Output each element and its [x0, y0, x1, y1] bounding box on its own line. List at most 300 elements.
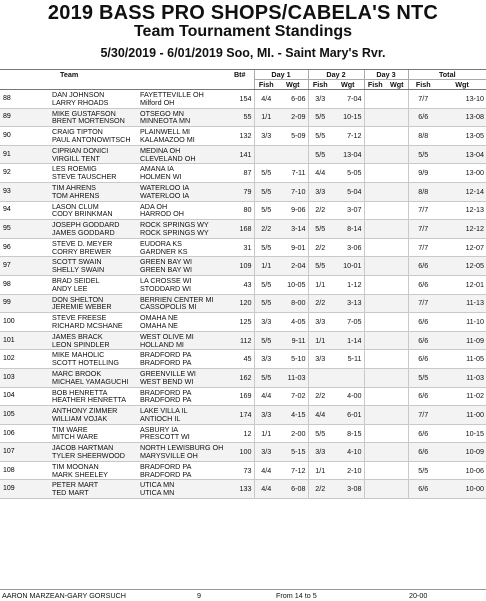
day2-fish-cell: 3/3 — [308, 90, 332, 109]
footer-range: From 14 to 5 — [276, 591, 317, 600]
table-row — [0, 182, 486, 201]
hometown: FAYETTEVILLE OH — [140, 90, 204, 99]
day1-weight-cell: 2-09 — [278, 108, 308, 127]
boat-number-cell: 168 — [226, 220, 254, 239]
day1-fish-cell — [254, 145, 278, 164]
total-weight-cell: 10-00 — [438, 480, 486, 499]
boat-column-header: Bt# — [226, 70, 254, 80]
hometown-cell — [138, 257, 226, 276]
day2-fish-cell — [308, 368, 332, 387]
footer-row — [0, 589, 486, 601]
angler-name: ANDY LEE — [52, 283, 88, 293]
day2-weight-cell: 2-10 — [332, 461, 364, 480]
place-cell: 103 — [0, 368, 50, 387]
anglers-cell — [50, 275, 138, 294]
place-cell: 99 — [0, 294, 50, 313]
angler-name: LES ROEMIG — [52, 164, 97, 174]
total-fish-cell: 6/6 — [408, 108, 438, 127]
total-fish-cell: 5/5 — [408, 461, 438, 480]
day3-fish-cell — [364, 313, 386, 332]
hometown-cell — [138, 406, 226, 425]
hometown: GREEN BAY WI — [140, 257, 193, 267]
boat-number-cell: 162 — [226, 368, 254, 387]
day2-weight-cell: 13-04 — [332, 145, 364, 164]
table-row — [0, 331, 486, 350]
total-fish-cell: 8/8 — [408, 127, 438, 146]
day3-fish-cell — [364, 294, 386, 313]
hometown: GARDNER KS — [140, 246, 188, 256]
total-weight-cell: 12-07 — [438, 238, 486, 257]
day3-weight-cell — [386, 480, 408, 499]
total-fish-cell: 9/9 — [408, 164, 438, 183]
day3-weight-cell — [386, 350, 408, 369]
anglers-cell — [50, 182, 138, 201]
hometown-cell — [138, 387, 226, 406]
hometown: AMANA IA — [140, 164, 174, 174]
hometown-cell — [138, 90, 226, 109]
day1-weight-cell: 5-15 — [278, 443, 308, 462]
table-row — [0, 201, 486, 220]
table-row — [0, 480, 486, 499]
boat-number-cell: 87 — [226, 164, 254, 183]
day2-fish-header: Fish — [308, 80, 332, 90]
angler-name: TED MART — [52, 488, 89, 498]
day2-weight-cell — [332, 368, 364, 387]
hometown: MEDINA OH — [140, 145, 181, 155]
day2-weight-cell: 6-01 — [332, 406, 364, 425]
day1-fish-cell: 5/5 — [254, 164, 278, 183]
hometown: STODDARD WI — [140, 283, 191, 293]
angler-name: STEVE FREESE — [52, 313, 107, 323]
day2-fish-cell: 1/1 — [308, 331, 332, 350]
day2-fish-cell: 2/2 — [308, 238, 332, 257]
total-weight-cell: 10-09 — [438, 443, 486, 462]
total-fish-cell: 7/7 — [408, 220, 438, 239]
table-row — [0, 257, 486, 276]
angler-name: JOSEPH GODDARD — [52, 220, 120, 230]
day1-weight-cell: 10-05 — [278, 275, 308, 294]
table-row — [0, 424, 486, 443]
total-fish-cell: 6/6 — [408, 275, 438, 294]
day3-weight-cell — [386, 313, 408, 332]
hometown: WEST BEND WI — [140, 376, 194, 386]
day3-weight-cell — [386, 331, 408, 350]
anglers-cell — [50, 424, 138, 443]
day2-weight-cell: 3-08 — [332, 480, 364, 499]
total-fish-cell: 6/6 — [408, 443, 438, 462]
place-cell: 108 — [0, 461, 50, 480]
table-row — [0, 387, 486, 406]
table-row — [0, 294, 486, 313]
hometown-cell — [138, 182, 226, 201]
anglers-cell — [50, 127, 138, 146]
footer-team-names: AARON MARZEAN-GARY GORSUCH — [2, 591, 126, 600]
table-row — [0, 350, 486, 369]
day2-fish-cell: 5/5 — [308, 127, 332, 146]
total-fish-cell: 8/8 — [408, 182, 438, 201]
total-fish-cell: 5/5 — [408, 368, 438, 387]
day3-fish-cell — [364, 350, 386, 369]
hometown: BRADFORD PA — [140, 469, 192, 479]
day2-fish-cell: 5/5 — [308, 257, 332, 276]
day2-weight-cell: 8-15 — [332, 424, 364, 443]
day1-fish-cell: 1/1 — [254, 108, 278, 127]
table-row — [0, 406, 486, 425]
day3-fish-cell — [364, 275, 386, 294]
boat-number-cell: 79 — [226, 182, 254, 201]
day3-fish-cell — [364, 145, 386, 164]
total-fish-cell: 7/7 — [408, 238, 438, 257]
day3-fish-cell — [364, 90, 386, 109]
angler-name: MARC BROOK — [52, 368, 102, 378]
day1-weight-cell: 9-06 — [278, 201, 308, 220]
angler-name: JACOB HARTMAN — [52, 443, 114, 453]
day2-fish-cell: 5/5 — [308, 220, 332, 239]
day2-weight-cell: 5-11 — [332, 350, 364, 369]
hometown: BRADFORD PA — [140, 350, 192, 360]
place-cell: 90 — [0, 127, 50, 146]
hometown-cell — [138, 313, 226, 332]
angler-name: MICHAEL YAMAGUCHI — [52, 376, 129, 386]
footer-boat-number: 9 — [197, 591, 201, 600]
table-row — [0, 368, 486, 387]
table-row — [0, 164, 486, 183]
day3-weight-cell — [386, 461, 408, 480]
table-row — [0, 108, 486, 127]
standings-table — [0, 69, 486, 499]
day1-weight-cell: 8-00 — [278, 294, 308, 313]
hometown: BERRIEN CENTER MI — [140, 294, 214, 304]
day3-weight-cell — [386, 145, 408, 164]
day1-fish-cell: 5/5 — [254, 368, 278, 387]
day1-fish-cell: 5/5 — [254, 275, 278, 294]
day3-weight-cell — [386, 257, 408, 276]
day2-weight-cell: 4-00 — [332, 387, 364, 406]
angler-name: TIM WARE — [52, 424, 88, 434]
day1-column-header: Day 1 — [254, 70, 308, 80]
angler-name: MIKE GUSTAFSON — [52, 108, 116, 118]
boat-number-cell: 109 — [226, 257, 254, 276]
hometown: LA CROSSE WI — [140, 275, 192, 285]
day1-weight-cell: 5-10 — [278, 350, 308, 369]
angler-name: LARRY RHOADS — [52, 97, 109, 107]
table-row — [0, 238, 486, 257]
day3-weight-cell — [386, 406, 408, 425]
angler-name: TYLER SHEERWOOD — [52, 451, 125, 461]
angler-name: SCOTT SWAIN — [52, 257, 102, 267]
day1-weight-cell: 2-00 — [278, 424, 308, 443]
day2-wgt-header: Wgt — [332, 80, 364, 90]
anglers-cell — [50, 313, 138, 332]
total-weight-cell: 12-14 — [438, 182, 486, 201]
day2-weight-cell: 7-05 — [332, 313, 364, 332]
day1-fish-cell: 4/4 — [254, 461, 278, 480]
day1-weight-cell: 7-02 — [278, 387, 308, 406]
place-cell: 92 — [0, 164, 50, 183]
place-cell: 104 — [0, 387, 50, 406]
hometown: WATERLOO IA — [140, 182, 190, 192]
angler-name: DAN JOHNSON — [52, 90, 105, 99]
total-weight-cell: 11-02 — [438, 387, 486, 406]
day1-fish-cell: 4/4 — [254, 90, 278, 109]
hometown: ROCK SPRINGS WY — [140, 220, 209, 230]
total-column-header: Total — [408, 70, 486, 80]
day2-fish-cell: 5/5 — [308, 108, 332, 127]
hometown-cell — [138, 443, 226, 462]
boat-number-cell: 43 — [226, 275, 254, 294]
day3-fish-cell — [364, 461, 386, 480]
hometown-cell — [138, 331, 226, 350]
anglers-cell — [50, 257, 138, 276]
angler-name: BRAD SEIDEL — [52, 275, 100, 285]
total-wgt-header: Wgt — [438, 80, 486, 90]
day2-weight-cell: 3-07 — [332, 201, 364, 220]
angler-name: RICHARD MCSHANE — [52, 320, 123, 330]
hometown-cell — [138, 145, 226, 164]
total-fish-cell: 5/5 — [408, 145, 438, 164]
day1-fish-cell: 3/3 — [254, 127, 278, 146]
hometown-cell — [138, 368, 226, 387]
day3-fish-cell — [364, 238, 386, 257]
day3-weight-cell — [386, 108, 408, 127]
day1-weight-cell: 7-10 — [278, 182, 308, 201]
place-cell: 94 — [0, 201, 50, 220]
day3-weight-cell — [386, 164, 408, 183]
day1-wgt-header: Wgt — [278, 80, 308, 90]
hometown: ROCK SPRINGS WY — [140, 227, 209, 237]
anglers-cell — [50, 238, 138, 257]
angler-name: DON SHELTON — [52, 294, 104, 304]
day3-fish-cell — [364, 201, 386, 220]
day2-fish-cell: 3/3 — [308, 443, 332, 462]
hometown: LAKE VILLA IL — [140, 406, 188, 416]
total-weight-cell: 11-09 — [438, 331, 486, 350]
day3-fish-cell — [364, 331, 386, 350]
total-fish-cell: 7/7 — [408, 90, 438, 109]
angler-name: ANTHONY ZIMMER — [52, 406, 118, 416]
day1-fish-cell: 5/5 — [254, 294, 278, 313]
angler-name: VIRGILL TENT — [52, 153, 100, 163]
day1-fish-cell: 5/5 — [254, 238, 278, 257]
team-column-header: Team — [50, 70, 226, 80]
anglers-cell — [50, 350, 138, 369]
angler-name: MITCH WARE — [52, 432, 99, 442]
day1-fish-cell: 2/2 — [254, 220, 278, 239]
day3-weight-cell — [386, 182, 408, 201]
hometown: MINNEOTA MN — [140, 116, 191, 126]
total-weight-cell: 13-04 — [438, 145, 486, 164]
day3-fish-cell — [364, 424, 386, 443]
place-cell: 105 — [0, 406, 50, 425]
hometown: OMAHA NE — [140, 320, 178, 330]
anglers-cell — [50, 90, 138, 109]
day1-weight-cell: 5-09 — [278, 127, 308, 146]
place-cell: 93 — [0, 182, 50, 201]
day1-fish-cell: 5/5 — [254, 331, 278, 350]
day2-weight-cell: 5-04 — [332, 182, 364, 201]
day1-fish-cell: 3/3 — [254, 350, 278, 369]
hometown: ANTIOCH IL — [140, 413, 181, 423]
hometown-cell — [138, 238, 226, 257]
total-weight-cell: 13-00 — [438, 164, 486, 183]
day3-fish-cell — [364, 108, 386, 127]
total-weight-cell: 11-00 — [438, 406, 486, 425]
day2-fish-cell: 2/2 — [308, 294, 332, 313]
angler-name: MARK SHEELEY — [52, 469, 108, 479]
day3-fish-cell — [364, 387, 386, 406]
boat-number-cell: 120 — [226, 294, 254, 313]
total-weight-cell: 12-01 — [438, 275, 486, 294]
day2-weight-cell: 8-14 — [332, 220, 364, 239]
day1-fish-header: Fish — [254, 80, 278, 90]
day1-fish-cell: 1/1 — [254, 424, 278, 443]
hometown-cell — [138, 127, 226, 146]
place-cell: 102 — [0, 350, 50, 369]
total-weight-cell: 13-08 — [438, 108, 486, 127]
hometown: PRESCOTT WI — [140, 432, 190, 442]
hometown: NORTH LEWISBURG OH — [140, 443, 224, 453]
boat-number-cell: 174 — [226, 406, 254, 425]
day3-weight-cell — [386, 294, 408, 313]
day3-fish-cell — [364, 220, 386, 239]
hometown: MARYSVILLE OH — [140, 451, 198, 461]
hometown: BRADFORD PA — [140, 395, 192, 405]
total-fish-cell: 6/6 — [408, 350, 438, 369]
hometown: WATERLOO IA — [140, 190, 190, 200]
hometown: Milford OH — [140, 97, 175, 107]
day1-weight-cell: 2-04 — [278, 257, 308, 276]
angler-name: SHELLY SWAIN — [52, 265, 105, 275]
angler-name: JAMES GODDARD — [52, 227, 115, 237]
day1-weight-cell: 6-06 — [278, 90, 308, 109]
table-row — [0, 145, 486, 164]
day2-fish-cell: 2/2 — [308, 201, 332, 220]
day1-fish-cell: 3/3 — [254, 313, 278, 332]
table-row — [0, 220, 486, 239]
place-cell: 89 — [0, 108, 50, 127]
page-subtitle: Team Tournament Standings — [133, 23, 353, 40]
place-cell: 91 — [0, 145, 50, 164]
hometown: CASSOPOLIS MI — [140, 302, 197, 312]
hometown: UTICA MN — [140, 488, 175, 498]
total-weight-cell: 13-05 — [438, 127, 486, 146]
day1-weight-cell: 4-15 — [278, 406, 308, 425]
day3-weight-cell — [386, 275, 408, 294]
boat-number-cell: 133 — [226, 480, 254, 499]
day2-weight-cell: 5-05 — [332, 164, 364, 183]
hometown-cell — [138, 201, 226, 220]
angler-name: CIPRIAN DONICI — [52, 145, 109, 155]
day1-weight-cell: 3-14 — [278, 220, 308, 239]
hometown: WEST OLIVE MI — [140, 331, 194, 341]
anglers-cell — [50, 220, 138, 239]
day3-wgt-header: Wgt — [386, 80, 408, 90]
hometown: KALAMAZOO MI — [140, 134, 195, 144]
total-weight-cell: 12-05 — [438, 257, 486, 276]
day3-fish-cell — [364, 257, 386, 276]
hometown: PLAINWELL MI — [140, 127, 191, 137]
place-cell: 100 — [0, 313, 50, 332]
angler-name: STEVE TAUSCHER — [52, 172, 117, 182]
place-cell: 88 — [0, 90, 50, 109]
angler-name: LASON CLUM — [52, 201, 99, 211]
day1-weight-cell: 7-12 — [278, 461, 308, 480]
hometown: HOLLAND MI — [140, 339, 184, 349]
boat-number-cell: 80 — [226, 201, 254, 220]
hometown: CLEVELAND OH — [140, 153, 196, 163]
hometown: EUDORA KS — [140, 238, 182, 248]
hometown-cell — [138, 461, 226, 480]
table-row — [0, 443, 486, 462]
angler-name: BRENT MORTENSON — [52, 116, 125, 126]
day1-fish-cell: 3/3 — [254, 406, 278, 425]
day3-fish-cell — [364, 443, 386, 462]
angler-name: SCOTT HOTELLING — [52, 358, 119, 368]
hometown: OMAHA NE — [140, 313, 178, 323]
day3-weight-cell — [386, 90, 408, 109]
event-dates: 5/30/2019 - 6/01/2019 Soo, MI. - Saint Mary's Rvr. — [100, 46, 386, 60]
boat-number-cell: 12 — [226, 424, 254, 443]
anglers-cell — [50, 387, 138, 406]
day2-weight-cell: 7-12 — [332, 127, 364, 146]
place-cell: 107 — [0, 443, 50, 462]
total-fish-cell: 6/6 — [408, 424, 438, 443]
anglers-cell — [50, 443, 138, 462]
angler-name: PETER MART — [52, 480, 99, 490]
boat-number-cell: 55 — [226, 108, 254, 127]
anglers-cell — [50, 331, 138, 350]
angler-name: TIM AHRENS — [52, 182, 96, 192]
day3-weight-cell — [386, 443, 408, 462]
total-fish-cell: 7/7 — [408, 406, 438, 425]
angler-name: STEVE D. MEYER — [52, 238, 113, 248]
boat-number-cell: 73 — [226, 461, 254, 480]
place-cell: 101 — [0, 331, 50, 350]
hometown: OTSEGO MN — [140, 108, 184, 118]
total-fish-header: Fish — [408, 80, 438, 90]
boat-number-cell: 125 — [226, 313, 254, 332]
hometown: BRADFORD PA — [140, 387, 192, 397]
day2-fish-cell: 4/4 — [308, 164, 332, 183]
day1-weight-cell: 6-08 — [278, 480, 308, 499]
boat-number-cell: 132 — [226, 127, 254, 146]
boat-number-cell: 100 — [226, 443, 254, 462]
anglers-cell — [50, 461, 138, 480]
total-weight-cell: 10-06 — [438, 461, 486, 480]
day1-fish-cell: 4/4 — [254, 387, 278, 406]
hometown: HARROD OH — [140, 209, 184, 219]
day2-weight-cell: 10-15 — [332, 108, 364, 127]
total-fish-cell: 6/6 — [408, 257, 438, 276]
hometown-cell — [138, 480, 226, 499]
hometown-cell — [138, 220, 226, 239]
day1-weight-cell: 11-03 — [278, 368, 308, 387]
hometown-cell — [138, 424, 226, 443]
day3-fish-cell — [364, 182, 386, 201]
day3-fish-cell — [364, 406, 386, 425]
day3-weight-cell — [386, 424, 408, 443]
hometown: GREENVILLE WI — [140, 368, 196, 378]
hometown: ASBURY IA — [140, 424, 179, 434]
page-title: 2019 BASS PRO SHOPS/CABELA'S NTC — [47, 2, 439, 24]
total-fish-cell: 7/7 — [408, 294, 438, 313]
place-cell: 97 — [0, 257, 50, 276]
angler-name: LEON SPINDLER — [52, 339, 110, 349]
place-cell: 106 — [0, 424, 50, 443]
total-weight-cell: 11-05 — [438, 350, 486, 369]
table-row — [0, 313, 486, 332]
day2-fish-cell: 3/3 — [308, 350, 332, 369]
